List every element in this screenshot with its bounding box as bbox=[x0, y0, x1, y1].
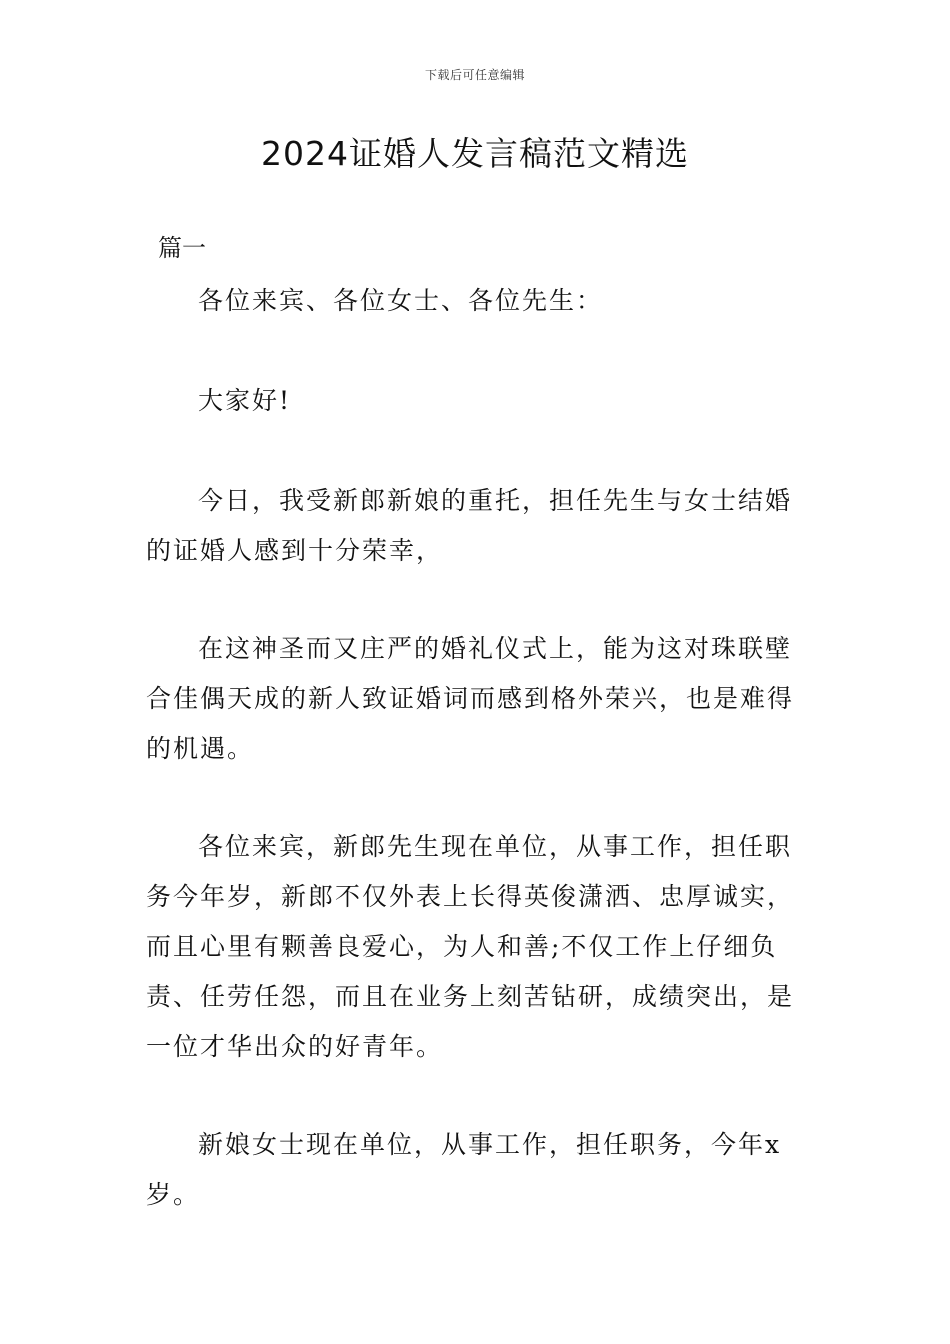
section-label: 篇一 bbox=[158, 234, 206, 262]
paragraph-text: 在这神圣而又庄严的婚礼仪式上，能为这对珠联壁合佳偶天成的新人致证婚词而感到格外荣兴，也是难得的机遇。 bbox=[146, 634, 795, 763]
paragraph-text: 今日，我受新郎新娘的重托，担任先生与女士结婚的证婚人感到十分荣幸， bbox=[146, 486, 793, 565]
paragraph-3 bbox=[146, 822, 808, 1072]
paragraph-text: 新娘女士现在单位，从事工作，担任职务，今年x岁。 bbox=[146, 1130, 782, 1209]
paragraph-greeting bbox=[146, 276, 808, 326]
paragraph-hello bbox=[146, 376, 808, 426]
paragraph-2 bbox=[146, 624, 808, 774]
paragraph-text: 各位来宾，新郎先生现在单位，从事工作，担任职务今年岁，新郎不仅外表上长得英俊潇洒、忠厚诚实，而且心里有颗善良爱心，为人和善;不仅工作上仔细负责、任劳任怨，而且在业务上刻苦钻研，成绩突出，是一位才华出众的好青年。 bbox=[146, 832, 795, 1061]
document-title: 2024证婚人发言稿范文精选 bbox=[261, 134, 689, 173]
paragraph-text: 各位来宾、各位女士、各位先生： bbox=[198, 286, 604, 315]
header-note: 下载后可任意编辑 bbox=[424, 68, 525, 82]
paragraph-4 bbox=[146, 1120, 808, 1220]
paragraph-text: 大家好! bbox=[198, 386, 292, 415]
paragraph-1 bbox=[146, 476, 808, 576]
